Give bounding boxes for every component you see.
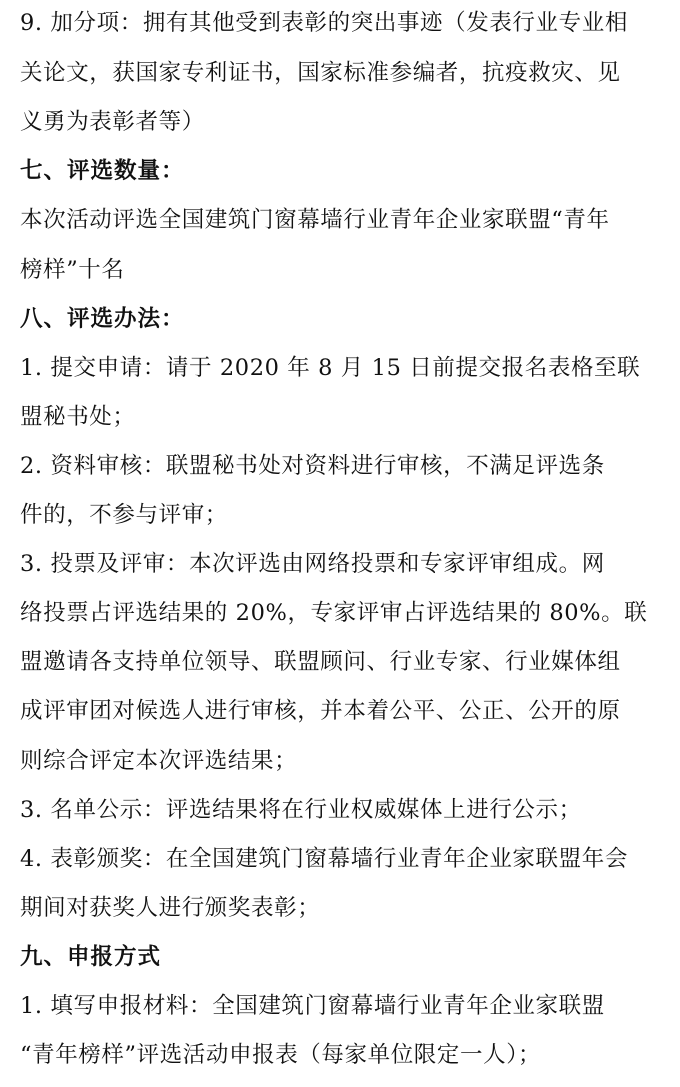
section-7-line-2: 榜样”十名 bbox=[20, 257, 125, 283]
step-2-line-2: 件的，不参与评审； bbox=[20, 502, 228, 528]
step-3-line-2: 络投票占评选结果的 20%，专家评审占评选结果的 80%。联 bbox=[20, 600, 648, 626]
step-3-line-3: 盟邀请各支持单位领导、联盟顾问、行业专家、行业媒体组 bbox=[20, 649, 621, 675]
step-3-line-1: 3. 投票及评审：本次评选由网络投票和专家评审组成。网 bbox=[20, 551, 605, 577]
section-9-heading: 九、申报方式 bbox=[20, 944, 162, 970]
apply-step-1-line-2: “青年榜样”评选活动申报表（每家单位限定一人）； bbox=[20, 1042, 542, 1068]
step-5-line-1: 4. 表彰颁奖：在全国建筑门窗幕墙行业青年企业家联盟年会 bbox=[20, 846, 628, 872]
section-7-heading: 七、评选数量： bbox=[20, 158, 185, 184]
item9-line-3: 义勇为表彰者等） bbox=[20, 109, 205, 135]
step-1-line-1: 1. 提交申请：请于 2020 年 8 月 15 日前提交报名表格至联 bbox=[20, 355, 641, 381]
step-1-line-2: 盟秘书处； bbox=[20, 404, 136, 430]
item9-line-2: 关论文，获国家专利证书，国家标准参编者，抗疫救灾、见 bbox=[20, 60, 621, 86]
section-8-heading: 八、评选办法： bbox=[20, 306, 185, 332]
item9-line-1: 9. 加分项：拥有其他受到表彰的突出事迹（发表行业专业相 bbox=[20, 10, 628, 36]
apply-step-1-line-1: 1. 填写申报材料：全国建筑门窗幕墙行业青年企业家联盟 bbox=[20, 993, 605, 1019]
step-5-line-2: 期间对获奖人进行颁奖表彰； bbox=[20, 895, 321, 921]
step-3-line-5: 则综合评定本次评选结果； bbox=[20, 748, 298, 774]
section-7-line-1: 本次活动评选全国建筑门窗幕墙行业青年企业家联盟“青年 bbox=[20, 207, 610, 233]
step-4-line: 3. 名单公示：评选结果将在行业权威媒体上进行公示； bbox=[20, 797, 582, 823]
step-3-line-4: 成评审团对候选人进行审核，并本着公平、公正、公开的原 bbox=[20, 698, 621, 724]
step-2-line-1: 2. 资料审核：联盟秘书处对资料进行审核，不满足评选条 bbox=[20, 453, 605, 479]
